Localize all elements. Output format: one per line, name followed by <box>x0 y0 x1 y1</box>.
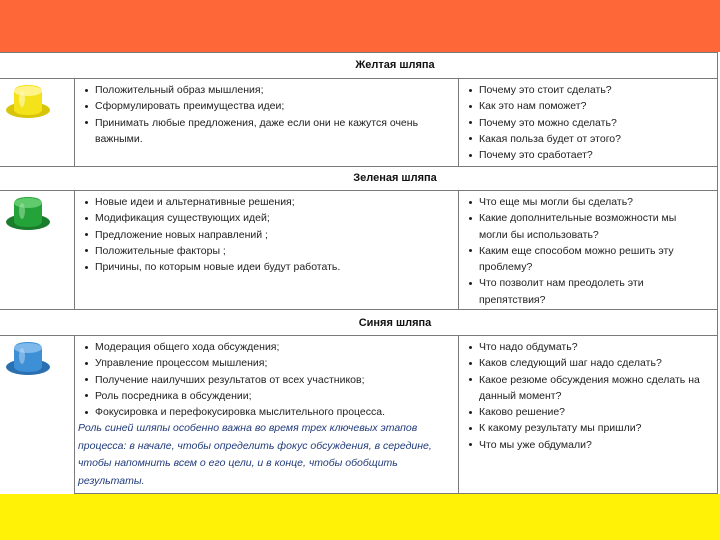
blue-hat-description-list <box>82 339 452 420</box>
list-item: Какое резюме обсуждения можно сделать на данный момент? <box>466 372 714 405</box>
table-row-divider <box>0 335 718 336</box>
table-border-right <box>717 52 718 494</box>
list-item: Модификация существующих идей; <box>82 210 450 226</box>
table-column-divider <box>74 190 75 310</box>
list-item: Почему это можно сделать? <box>466 115 712 131</box>
table-column-divider <box>458 190 459 310</box>
six-hats-table <box>0 52 718 494</box>
bottom-color-band <box>0 494 720 540</box>
green-hat-icon <box>4 192 52 234</box>
list-item: Каким еще способом можно решить эту проблему? <box>466 243 704 276</box>
list-item: Фокусировка и перефокусировка мыслительного процесса. <box>82 404 452 420</box>
top-color-band <box>0 0 720 52</box>
list-item: Новые идеи и альтернативные решения; <box>82 194 450 210</box>
list-item: Почему это стоит сделать? <box>466 82 712 98</box>
yellow-hat-description-list <box>82 82 450 147</box>
table-row-divider <box>0 309 718 310</box>
list-item: Что мы уже обдумали? <box>466 437 714 453</box>
list-item: К какому результату мы пришли? <box>466 420 714 436</box>
yellow-hat-questions-list <box>466 82 712 163</box>
list-item: Каков следующий шаг надо сделать? <box>466 355 714 371</box>
list-item: Что надо обдумать? <box>466 339 714 355</box>
list-item: Каково решение? <box>466 404 714 420</box>
table-column-divider <box>74 78 75 167</box>
list-item: Почему это сработает? <box>466 147 712 163</box>
blue-hat-note: Роль синей шляпы особенно важна во время трех ключевых этапов процесса: в начале, чтобы определить фокус обсуждения, в середине, чтобы напомнить всем о его цели, и в конце, чтобы обобщить результаты. <box>78 422 432 487</box>
table-column-divider <box>458 335 459 494</box>
table-column-divider <box>458 78 459 167</box>
list-item: Принимать любые предложения, даже если они не кажутся очень важными. <box>82 115 450 148</box>
list-item: Положительные факторы ; <box>82 243 450 259</box>
list-item: Что еще мы могли бы сделать? <box>466 194 704 210</box>
list-item: Управление процессом мышления; <box>82 355 452 371</box>
table-row-divider <box>0 166 718 167</box>
table-row-divider <box>0 78 718 79</box>
list-item: Какие дополнительные возможности мы могли бы использовать? <box>466 210 704 243</box>
blue-hat-questions-list <box>466 339 714 453</box>
green-hat-questions-list <box>466 194 704 308</box>
list-item: Что позволит нам преодолеть эти препятствия? <box>466 275 704 308</box>
list-item: Предложение новых направлений ; <box>82 227 450 243</box>
list-item: Положительный образ мышления; <box>82 82 450 98</box>
list-item: Роль посредника в обсуждении; <box>82 388 452 404</box>
list-item: Модерация общего хода обсуждения; <box>82 339 452 355</box>
list-item: Как это нам поможет? <box>466 98 712 114</box>
blue-hat-icon <box>4 337 52 379</box>
table-row-divider <box>0 190 718 191</box>
section-title-yellow-hat: Желтая шляпа <box>355 59 435 71</box>
section-title-green-hat: Зеленая шляпа <box>353 172 437 184</box>
green-hat-description-list <box>82 194 450 275</box>
table-column-divider <box>74 335 75 494</box>
list-item: Какая польза будет от этого? <box>466 131 712 147</box>
list-item: Причины, по которым новые идеи будут работать. <box>82 259 450 275</box>
list-item: Получение наилучших результатов от всех участников; <box>82 372 452 388</box>
table-border-top <box>0 52 718 53</box>
yellow-hat-icon <box>4 80 52 122</box>
section-title-blue-hat: Синяя шляпа <box>358 317 432 329</box>
list-item: Сформулировать преимущества идеи; <box>82 98 450 114</box>
